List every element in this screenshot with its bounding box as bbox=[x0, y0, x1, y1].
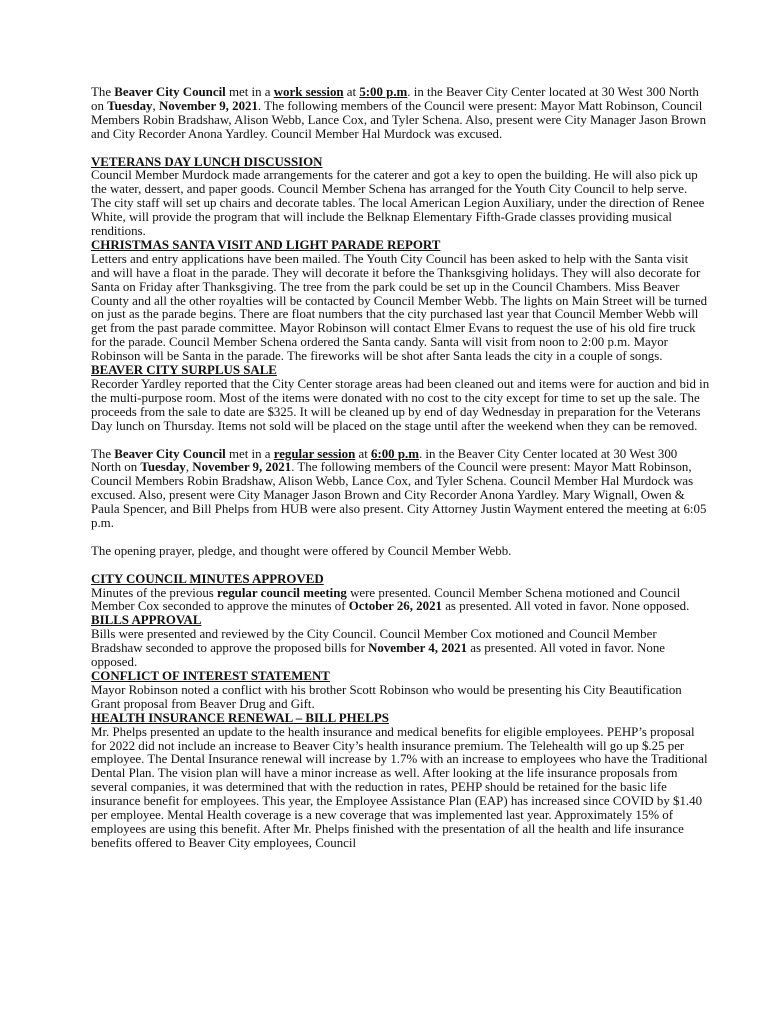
section-body-minutes bbox=[91, 587, 710, 615]
meeting-date: November 9, 2021 bbox=[192, 460, 292, 475]
text-run: . The following members of the Council were present: Mayor Matt Robinson, Council Members Robin Bradshaw, Alison Webb, Lance Cox, and Tyler Schena. Also, present were City Manager Jason Brown and City Recorder Anona Yardley. Council Member Hal Murdock was excused. bbox=[91, 98, 707, 141]
text-run: at bbox=[343, 85, 360, 99]
text-run: . in the Beaver City Center located at 30 West 300 North on bbox=[91, 446, 678, 475]
section-heading-conflict: CONFLICT OF INTEREST STATEMENT bbox=[91, 669, 330, 683]
session-time: 5:00 p.m bbox=[359, 85, 408, 99]
text-run: The bbox=[91, 446, 115, 461]
text-run: . The following members of the Council were present: Mayor Matt Robinson, Council Members Robin Bradshaw, Alison Webb, Lance Cox, and Tyler Schena. Council Member Hal Murdock was excused. Also, present were City Manager Jason Brown and City Recorder Anona Yardley. Mary Wignall, Owen & Paula Spencer, and Bill Phelps from HUB were also present. City Attorney Justin Wayment entered the meeting at 6:05 p.m. bbox=[91, 460, 707, 531]
session-type: work session bbox=[273, 85, 344, 99]
meeting-day: Tuesday bbox=[140, 460, 186, 475]
spacer bbox=[91, 434, 710, 448]
opening-paragraph: The opening prayer, pledge, and thought were offered by Council Member Webb. bbox=[91, 543, 512, 558]
spacer bbox=[91, 531, 710, 545]
section-heading-bills: BILLS APPROVAL bbox=[91, 613, 202, 628]
section-body-surplus: Recorder Yardley reported that the City Center storage areas had been cleaned out and items were for auction and bid in the multi-purpose room. Most of the items were donated with no cost to the city except for time to set up the sale. The proceeds from the sale to date are $325. It will be cleaned up by end of day Wednesday in preparation for the Veterans Day lunch on Thursday. Items not sold will be placed on the stage until after the weekend when they can be removed. bbox=[91, 377, 710, 433]
meeting-date: November 9, 2021 bbox=[158, 98, 258, 113]
regular-session-paragraph bbox=[91, 448, 710, 531]
session-type: regular session bbox=[273, 446, 356, 461]
text-run: . in the Beaver City Center located at 30 West 300 North on bbox=[91, 85, 699, 113]
section-heading-christmas: CHRISTMAS SANTA VISIT AND LIGHT PARADE REPORT bbox=[91, 237, 441, 252]
text-run: , bbox=[185, 460, 193, 475]
section-body-health: Mr. Phelps presented an update to the health insurance and medical benefits for eligible employees. PEHP’s proposal for 2022 did not include an increase to Beaver City’s health insurance premium. The Telehealth will go up $.25 per employee. The Dental Insurance renewal will increase by 1.7% with an increase to employees who have the Traditional Dental Plan. The vision plan will have a minor increase as well. After looking at the life insurance proposals from several companies, it was determined that with the reduction in rates, PEHP should be retained for the basic life insurance benefit for employees. This year, the Employee Assistance Plan (EAP) has increased since COVID by $1.40 per employee. Mental Health coverage is a new coverage that was implemented last year. Approximately 15% of employees are using this benefit. After Mr. Phelps finished with the presentation of all the health and life insurance benefits offered to Beaver City employees, Council bbox=[91, 724, 708, 850]
section-body-christmas: Letters and entry applications have been mailed. The Youth City Council has been asked to help with the Santa visit and will have a float in the parade. They will decorate it before the Thanksgiving holidays. They will also decorate for Santa on Friday after Thanksgiving. The tree from the park could be set up in the Council Chambers. Miss Beaver County and all the other royalties will be contacted by Council Member Webb. The lights on Main Street will be turned on just as the parade begins. There are float numbers that the city purchased last year that Council Member Webb will get from the past parade committee. Mayor Robinson will contact Elmer Evans to request the use of his old fire truck for the parade. Council Member Schena ordered the Santa candy. Santa will visit from noon to 2:00 p.m. Mayor Robinson will be Santa in the parade. The fireworks will be shot after Santa leads the city in a couple of songs. bbox=[91, 251, 708, 364]
spacer bbox=[91, 559, 710, 573]
text-run: at bbox=[355, 446, 371, 461]
text-run: met in a bbox=[225, 446, 274, 461]
section-body-conflict: Mayor Robinson noted a conflict with his brother Scott Robinson who would be presenting his City Beautification Grant proposal from Beaver Drug and Gift. bbox=[91, 682, 682, 711]
text-run: were presented. Council Member Schena motioned and Council Member Cox seconded to approve the minutes of bbox=[91, 585, 681, 614]
text-run: The bbox=[91, 85, 115, 99]
section-heading-minutes: CITY COUNCIL MINUTES APPROVED bbox=[91, 571, 324, 586]
section-heading-veterans: VETERANS DAY LUNCH DISCUSSION bbox=[91, 154, 323, 169]
meeting-reference: regular council meeting bbox=[217, 585, 347, 600]
meeting-day: Tuesday bbox=[107, 98, 153, 113]
council-name: Beaver City Council bbox=[114, 85, 226, 99]
text-run: Bills were presented and reviewed by the City Council. Council Member Cox motioned and Council Member Bradshaw seconded to approve the proposed bills for bbox=[91, 627, 657, 656]
section-body-veterans: Council Member Murdock made arrangements for the caterer and got a key to open the building. He will also pick up the water, dessert, and paper goods. Council Member Schena has arranged for the Youth City Council to help serve. The city staff will set up chairs and decorate tables. The local American Legion Auxiliary, under the direction of Renee White, will provide the program that will include the Belknap Elementary Fifth-Grade classes providing musical renditions. bbox=[91, 168, 705, 239]
text-run: as presented. All voted in favor. None opposed. bbox=[441, 599, 690, 614]
text-run: met in a bbox=[225, 85, 274, 99]
bills-date: November 4, 2021 bbox=[368, 641, 468, 656]
spacer bbox=[91, 142, 710, 156]
work-session-paragraph bbox=[91, 86, 710, 142]
council-name: Beaver City Council bbox=[114, 446, 226, 461]
section-heading-health: HEALTH INSURANCE RENEWAL – BILL PHELPS bbox=[91, 710, 389, 725]
section-body-bills bbox=[91, 628, 710, 670]
text-run: Minutes of the previous bbox=[91, 585, 218, 600]
session-time: 6:00 p.m bbox=[371, 446, 419, 461]
minutes-date: October 26, 2021 bbox=[348, 599, 442, 614]
section-heading-surplus: BEAVER CITY SURPLUS SALE bbox=[91, 363, 277, 378]
text-run: as presented. All voted in favor. None opposed. bbox=[91, 641, 665, 670]
text-run: , bbox=[152, 98, 159, 113]
